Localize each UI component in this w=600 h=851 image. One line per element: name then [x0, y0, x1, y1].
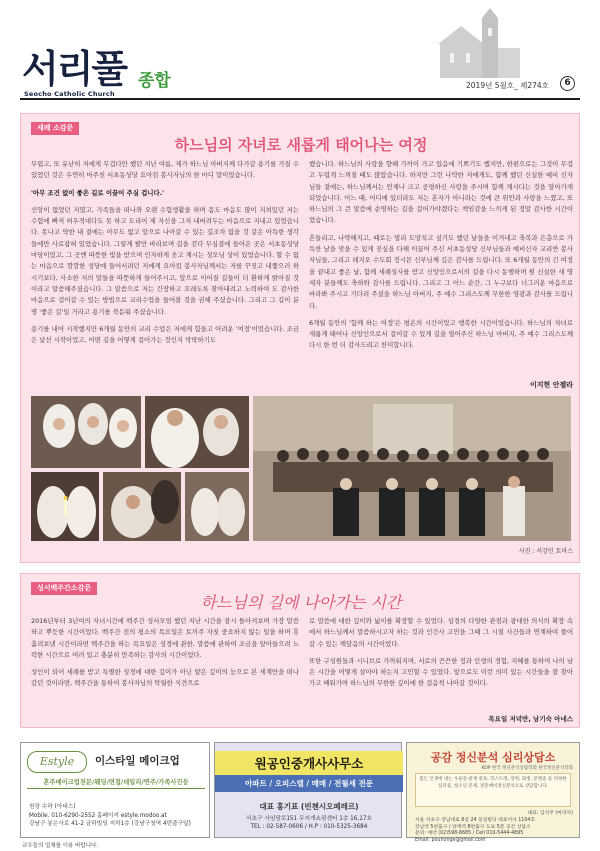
article-byline: 이지현 안젤라: [529, 381, 573, 389]
ad-info-line: Email: pouhonge@gmail.com: [415, 838, 486, 844]
masthead-logo: 서리풀: [22, 47, 127, 91]
ad-info-line: TEL : 02-587-0606 / H.P : 010-5325-3684: [250, 824, 368, 830]
article-column-1: [31, 159, 299, 352]
page-header: [0, 0, 600, 110]
ad-title: 공감 정신분석 심리상담소: [430, 751, 556, 764]
ad-subtitle: 혼주메이크업전문/웨딩/면접/데일리/연주/가족사진등: [43, 779, 189, 786]
section-tag: 성서백주간소감문: [31, 582, 97, 595]
section-tag: 세례 소감문: [31, 122, 79, 135]
photo-candle-procession: [31, 472, 99, 541]
article-baptism-testimony: [20, 113, 580, 563]
ad-info-line: 강남역 5번출구 / 양재역 8번출구 도보 5분 공간 상담소: [415, 824, 531, 830]
ad-info-line: 서울 서초구 강남대로 8길 24 동일빌딩 대표이사 1104호: [415, 817, 536, 823]
photo-women-veils: [31, 396, 141, 468]
page-number: 6: [560, 76, 575, 91]
photo-group-portrait: [253, 396, 571, 541]
ad-estyle-makeup[interactable]: [20, 742, 210, 838]
masthead-subtitle: Seocho Catholic Church: [24, 90, 115, 98]
paragraph: 또한 구성원들과 시니브로 가까워지며, 서로의 끈끈한 정과 인생의 경험, 지혜를 통하여 나의 남은 시간을 어떻게 살아야 하는지 고민할 수 있었다. 앞으로도 이런 의미 있는 시간들을 잘 찾아가고 배워가며 하느님의 무한한 깊이에 한 걸음씩 나아갈 것이다.: [309, 656, 573, 688]
ad-title: 이스타일 메이크업: [95, 755, 180, 767]
ad-divider: [27, 788, 205, 789]
photo-baptism-rite: [103, 472, 181, 541]
ad-info-line: Mobile. 010-6290-2552 홈페이지 estyle.modoo.at: [29, 812, 167, 819]
ad-info-line: 서초구 사임당로151 무지개쇼핑센터 1층 16,17호: [246, 816, 372, 822]
paragraph: 로 말씀에 대한 깊이와 넓이를 확장할 수 있었다. 성경의 다양한 관점과 광대한 의식의 확장 속에서 하느님께서 말씀하시고자 하는 것과 인간사 고민을 그때 그 시절 사건들과 연계하여 풀어갈 수 있는 깨달음의 시간이었다.: [309, 617, 573, 648]
issue-date: 2019년 5월호_ 제274호: [466, 81, 549, 90]
ad-contact-info: [215, 815, 403, 831]
article-byline: 목요일 저녁반, 남기숙 아네스: [488, 715, 573, 723]
article-column-1: [31, 616, 299, 696]
quote-paragraph: '아무 조건 없이 좋은 길로 이끌어 주실 겁니다.': [31, 188, 165, 197]
ad-contact-info: [415, 811, 573, 845]
article-title: 하느님의 길에 나아가는 시간: [200, 593, 402, 612]
paragraph: 용기를 내어 시작했지만 6개월 동안의 교리 수업은 저에게 힘들고 어려운 '여정'이었습니다. 조금은 낯선 시작이었고, 어떤 길을 어떻게 걸어가는 것인지 막막하기도: [31, 324, 299, 345]
article-title: 하느님의 자녀로 새롭게 태어나는 여정: [174, 136, 428, 154]
photo-caption: 사진 : 서감민 토마스: [518, 548, 573, 555]
ad-counseling-center[interactable]: [406, 742, 580, 844]
ad-representative: 대표 홍기표 (빈첸시오페레르): [259, 802, 359, 811]
ad-info-line: 대표: 김석주 (마리아): [527, 811, 573, 816]
ad-contact-info: [29, 803, 191, 829]
ad-info-line: 문의: 예약 (02)598-8685 / Cell 010-5444-4895: [415, 831, 524, 837]
photo-priest-blessing: [145, 396, 249, 468]
ad-subtitle: 아파트 / 오피스텔 / 매매 / 전월세 전문: [215, 775, 403, 792]
paragraph: 했습니다. 하느님의 사랑을 향해 가까이 가고 있음에 기쁘기도 했지만, 한편으로는 그것이 무겁고 두렵게 느껴질 때도 많았습니다. 하지만 그런 나약한 저에게도, 함께 했던 신실한 예비 신자님들 곁에는, 하느님께서는 언제나 크고 공평하신 사랑을 주시며 함께 계시다는 것을 알아가게 되었습니다. 어느 때, 어디에 있더라도 저는 혼자가 아니라는 것에 큰 위안과 사랑을 느꼈고, 또 하느님의 그 큰 말씀에 순명하는 길을 걸어가야겠다는 책임감을 느끼게 된 정말 감사한 시간이었습니다.: [309, 160, 573, 225]
header-divider: [20, 98, 580, 100]
ad-info-line: 원장 수하 (아네스): [29, 804, 76, 810]
ad-affiliation: KOP 한국 정신분석상담학회 한국정신분석학회: [481, 766, 573, 771]
footer-note: 교우들의 업체를 이용 바랍니다.: [22, 843, 99, 849]
ad-info-line: 강남구 봉은사로 41-2 금하빌딩 지하1층 (강남구청역 4번출구앞): [29, 821, 191, 827]
ad-title: 원공인중개사사무소: [215, 751, 403, 775]
ad-description: 힘든 인생에 대는 우울증·관계 중독, 학스트레, 강박, 화병, 문행증 등 다양한 심리증, 청소년 문제, 결혼예비정신분석으로 상담합니다.: [415, 773, 571, 807]
article-column-2: [309, 159, 573, 358]
church-illustration: [430, 8, 520, 83]
article-column-2: [309, 616, 573, 696]
section-name: 종합: [138, 71, 171, 91]
paragraph: 성인이 되어 세례를 받고 특별한 성경에 대한 깊이가 아닌 얕은 깊이의 눈으로 본 세계만을 떠나 갔던 것이라면, 백주간을 통하여 봉사자님의 탁월한 식견으로: [31, 668, 299, 688]
article-bible-study: [20, 573, 580, 728]
paragraph: 흔들리고, 나약해지고, 때로는 멀리 도망치고 싶기도 했던 날들을 이겨내고 축복과 은총으로 가득찬 날을 맞을 수 있게 진심을 다해 이끌어 주신 서초동성당 신부님들과 예비신자 교리반 봉사자님들, 그리고 레지오 수도회 정시몬 신부님께 깊은 감사를 드립니다. 또 6개월 동안의 긴 여정을 끝내고 좋은 날, 함께 세례성사를 받고 신앙인으로서의 길을 다시 동행하며 원 신실한 새 영세자 분들께도 축하와 감사를 드립니다. 그리고 그 어느 순간, 그 누구보다 너그러운 마음으로 바라봐 주시고 기다려 주셨을 하느님 아버지, 주 예수 그리스도께 무한한 영광과 감사를 드립니다.: [309, 233, 573, 310]
estyle-logo: Estyle: [27, 751, 87, 773]
paragraph: 2016년부터 3년여의 자녀시간에 백주간 성서모임 했던 지난 시간을 잠시 돌아켜보며 가장 말씀하고 뿌듯한 시간이었다. 백주간 전의 평소의 목요일은 토끼주 자칫 중요하지 않는 일을 하며 휴 흘려보낸 시간이라면 백주간을 하는 목요일은 성경에 관한, 말씀에 관하여 조금을 알아들으려 노력한 시간으로 여러 있고 충분히 만족하는 감사의 시간이었다.: [31, 617, 299, 659]
photo-veiled-women-altar: [185, 472, 249, 541]
ad-realty-office[interactable]: [214, 742, 402, 838]
paragraph: 무럽고, 또 유난히 저에게 무겁다만 했던 지난 여름, 제가 하느님 아버지께 다가갈 용기를 가질 수 있었던 것은 우연히 마주친 서초동성당 요아킴 봉사자님의 한 마디 말이었습니다.: [31, 160, 299, 180]
paragraph: 신앙이 없었던 저였고, 가족들을 떠나와 오랜 수험생활을 하며 몸도 마음도 많이 지쳐있던 저는 수험에 빠져 허우적대다도 못 하고 도리어 제 자신을 그저 내버려두는 마음으로 지내고 있었습니다. 못나고 약한 내 곁에는 아무도 없고 앞으로 나아갈 수 있는 길조차 없을 것 같은 아득한 생각들에만 사로잡혀 있었습니다. 그렇게 팔만 바라보며 길을 걷다 무심결에 들어온 곳은 서초동성당 마당이었고, 그 곳엔 따뜻한 빛을 받으며 인자하게 웃고 계시는 성모님 상이 있었습니다. 할 수 없는 마음으로 깜깜한 성당에 들어서려던 저에게 요아킴 봉사자님께서는 저를 꾸짖고 내쫓으러 하시기보다, 사소한 저의 말들을 따뜻하게 들어주시고, 앞으로 이어질 길들이 더 환하게 밝아질 것이라고 말씀해주셨습니다. 그 말씀으로 저는 간장하고 오래도록 찾아내려고 노력하여 도 감사한 마음으로 걸어갈 수 있는 방법으로 교리수업을 들어볼 것을 권해 주셨습니다. 그리고 그 길이 분명 '좋은 길'일 거라고 용기를 북돋워 주셨습니다.: [31, 205, 299, 316]
photo-collage: [31, 396, 571, 541]
paragraph: 6개월 동안의 '함께 하는 여정'은 평온의 시간이었고 행복한 시간이었습니다. 하느님의 자녀로 새롭게 태어나 신앙인으로서 걸어갈 수 있게 길을 열어주신 하느님 아버지, 주 예수 그리스도께 다시 한 번 더 감사드리고 찬미합니다.: [309, 318, 573, 350]
